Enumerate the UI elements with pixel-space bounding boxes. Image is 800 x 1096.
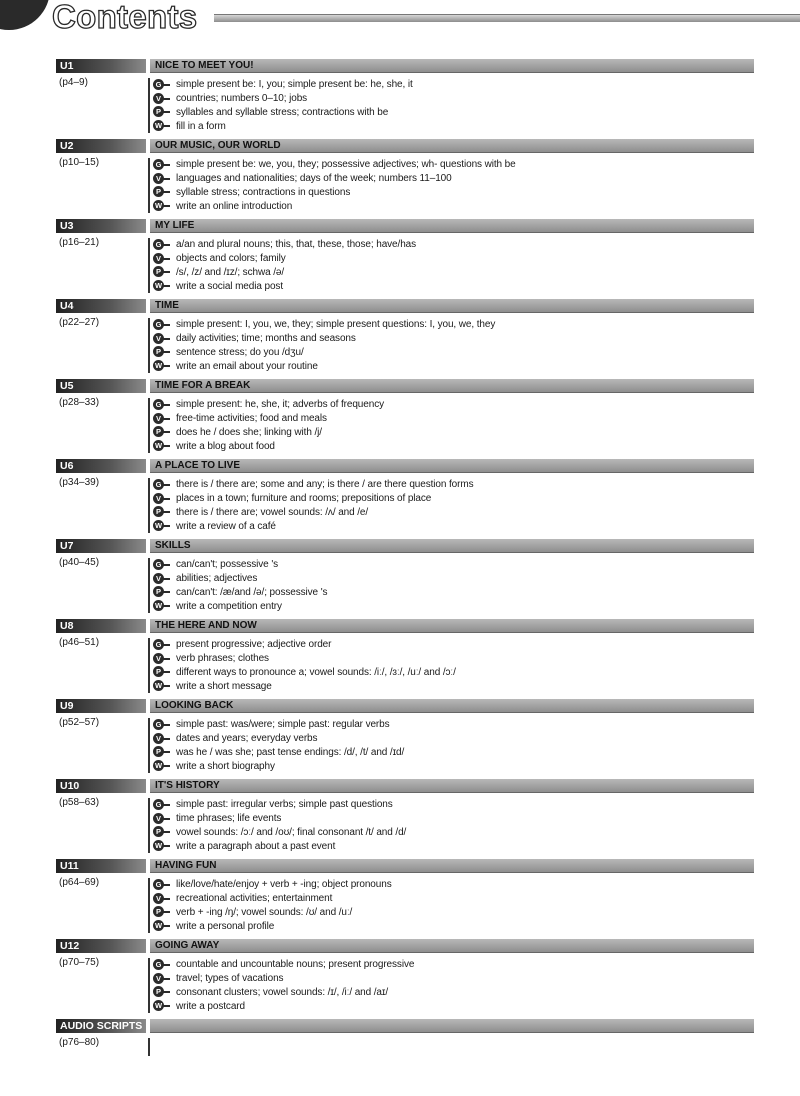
syllabus-text: places in a town; furniture and rooms; prepositions of place [176,493,432,505]
syllabus-text: consonant clusters; vowel sounds: /ɪ/, /iː/ and /aɪ/ [176,986,389,998]
unit-label: AUDIO SCRIPTS [56,1019,146,1033]
unit-label: U5 [56,379,146,393]
syllabus-text: write a competition entry [176,600,282,612]
unit-label: U4 [56,299,146,313]
unit-divider [148,318,150,373]
syllabus-text: there is / there are; vowel sounds: /ʌ/ and /e/ [176,506,369,518]
syllabus-line [153,398,754,412]
unit-divider [148,878,150,933]
unit-block [56,299,754,379]
syllabus-line [153,158,754,172]
grammar-icon: G [153,79,171,91]
syllabus-line [153,412,754,426]
syllabus-line [153,186,754,200]
syllabus-text: syllable stress; contractions in questions [176,186,351,198]
unit-title: LOOKING BACK [150,699,754,713]
unit-block [56,219,754,299]
syllabus-text: verb phrases; clothes [176,653,269,665]
syllabus-line [153,119,754,133]
syllabus-text: write a postcard [176,1000,245,1012]
unit-divider [148,158,150,213]
syllabus-line [153,679,754,693]
syllabus-text: languages and nationalities; days of the week; numbers 11–100 [176,173,452,185]
writing-icon: W [153,520,171,532]
syllabus-text: write a paragraph about a past event [176,840,336,852]
unit-block [56,459,754,539]
unit-header [56,1019,754,1033]
syllabus-text: dates and years; everyday verbs [176,733,318,745]
writing-icon: W [153,920,171,932]
grammar-icon: G [153,719,171,731]
syllabus-line [153,638,754,652]
unit-pages: (p52–57) [59,717,100,728]
syllabus-text: a/an and plural nouns; this, that, these, those; have/has [176,239,417,251]
vocabulary-icon: V [153,733,171,745]
unit-block [56,699,754,779]
syllabus-line [153,266,754,280]
syllabus-text: simple present be: we, you, they; possessive adjectives; wh- questions with be [176,159,516,171]
syllabus-line [153,426,754,440]
syllabus-text: write a review of a café [176,520,276,532]
unit-header [56,299,754,313]
syllabus-line [153,572,754,586]
syllabus-line [153,972,754,986]
syllabus-text: daily activities; time; months and seasons [176,333,356,345]
contents-table [56,59,754,1059]
syllabus-text: like/love/hate/enjoy + verb + -ing; object pronouns [176,879,392,891]
syllabus-line [153,958,754,972]
unit-title: IT'S HISTORY [150,779,754,793]
syllabus-line [153,558,754,572]
unit-block [56,139,754,219]
syllabus-line [153,732,754,746]
unit-divider [148,398,150,453]
syllabus-text: different ways to pronounce a; vowel sounds: /iː/, /ɜː/, /uː/ and /ɔː/ [176,666,456,678]
grammar-icon: G [153,879,171,891]
unit-title: SKILLS [150,539,754,553]
syllabus-text: present progressive; adjective order [176,639,332,651]
unit-header [56,539,754,553]
pronunciation-icon: P [153,186,171,198]
unit-label: U6 [56,459,146,473]
syllabus-line [153,892,754,906]
syllabus-text: recreational activities; entertainment [176,893,333,905]
unit-label: U2 [56,139,146,153]
unit-block [56,779,754,859]
syllabus-line [153,759,754,773]
writing-icon: W [153,680,171,692]
syllabus-line [153,332,754,346]
syllabus-text: simple past: irregular verbs; simple past questions [176,799,393,811]
grammar-icon: G [153,399,171,411]
writing-icon: W [153,360,171,372]
syllabus-line [153,106,754,120]
unit-pages: (p40–45) [59,557,100,568]
unit-pages: (p22–27) [59,317,100,328]
writing-icon: W [153,600,171,612]
unit-title: A PLACE TO LIVE [150,459,754,473]
vocabulary-icon: V [153,333,171,345]
syllabus-text: can/can't; possessive 's [176,559,279,571]
writing-icon: W [153,120,171,132]
syllabus-text: write a social media post [176,280,283,292]
syllabus-line [153,839,754,853]
syllabus-line [153,878,754,892]
syllabus-line [153,999,754,1013]
unit-label: U11 [56,859,146,873]
syllabus-text: write an online introduction [176,200,293,212]
syllabus-text: write a short biography [176,760,275,772]
unit-block [56,379,754,459]
pronunciation-icon: P [153,986,171,998]
pronunciation-icon: P [153,506,171,518]
vocabulary-icon: V [153,813,171,825]
unit-pages: (p70–75) [59,957,100,968]
syllabus-text: was he / was she; past tense endings: /d/, /t/ and /ɪd/ [176,746,405,758]
syllabus-text: write a short message [176,680,272,692]
vocabulary-icon: V [153,253,171,265]
syllabus-text: there is / there are; some and any; is there / are there question forms [176,479,474,491]
unit-title: GOING AWAY [150,939,754,953]
unit-block [56,539,754,619]
unit-title: TIME FOR A BREAK [150,379,754,393]
vocabulary-icon: V [153,893,171,905]
unit-block [56,859,754,939]
writing-icon: W [153,760,171,772]
unit-header [56,59,754,73]
pronunciation-icon: P [153,426,171,438]
unit-label: U12 [56,939,146,953]
syllabus-text: countable and uncountable nouns; present progressive [176,959,415,971]
unit-header [56,139,754,153]
unit-title: MY LIFE [150,219,754,233]
title-rule [214,14,800,22]
syllabus-text: sentence stress; do you /dʒu/ [176,346,304,358]
syllabus-line [153,359,754,373]
syllabus-text: simple present: I, you, we, they; simple present questions: I, you, we, they [176,319,496,331]
pronunciation-icon: P [153,346,171,358]
pronunciation-icon: P [153,586,171,598]
unit-label: U10 [56,779,146,793]
writing-icon: W [153,840,171,852]
syllabus-line [153,279,754,293]
unit-label: U1 [56,59,146,73]
syllabus-line [153,519,754,533]
syllabus-line [153,199,754,213]
syllabus-line [153,666,754,680]
syllabus-text: simple past: was/were; simple past: regular verbs [176,719,390,731]
unit-title: THE HERE AND NOW [150,619,754,633]
syllabus-text: travel; types of vacations [176,973,284,985]
syllabus-line [153,586,754,600]
syllabus-text: /s/, /z/ and /ɪz/; schwa /ə/ [176,266,285,278]
unit-title: OUR MUSIC, OUR WORLD [150,139,754,153]
unit-label: U9 [56,699,146,713]
unit-pages: (p58–63) [59,797,100,808]
pronunciation-icon: P [153,266,171,278]
corner-decoration [0,0,50,30]
vocabulary-icon: V [153,973,171,985]
syllabus-text: syllables and syllable stress; contractions with be [176,106,389,118]
unit-label: U3 [56,219,146,233]
unit-label: U7 [56,539,146,553]
unit-pages: (p16–21) [59,237,100,248]
unit-pages: (p4–9) [59,77,88,88]
unit-pages: (p46–51) [59,637,100,648]
page-title: Contents [52,0,198,35]
unit-block [56,939,754,1019]
syllabus-line [153,906,754,920]
syllabus-line [153,798,754,812]
syllabus-line [153,492,754,506]
syllabus-text: simple present: he, she, it; adverbs of frequency [176,399,384,411]
unit-divider [148,958,150,1013]
unit-divider [148,478,150,533]
unit-pages: (p76–80) [59,1037,100,1048]
syllabus-line [153,919,754,933]
syllabus-line [153,439,754,453]
grammar-icon: G [153,239,171,251]
pronunciation-icon: P [153,106,171,118]
syllabus-text: vowel sounds: /ɔː/ and /oʊ/; final consonant /t/ and /d/ [176,826,407,838]
unit-divider [148,798,150,853]
unit-pages: (p28–33) [59,397,100,408]
syllabus-text: fill in a form [176,120,226,132]
pronunciation-icon: P [153,906,171,918]
unit-divider [148,638,150,693]
syllabus-text: countries; numbers 0–10; jobs [176,93,308,105]
syllabus-text: time phrases; life events [176,813,282,825]
unit-header [56,859,754,873]
unit-title: HAVING FUN [150,859,754,873]
writing-icon: W [153,200,171,212]
grammar-icon: G [153,799,171,811]
unit-header [56,219,754,233]
unit-header [56,699,754,713]
syllabus-text: does he / does she; linking with /j/ [176,426,322,438]
syllabus-line [153,652,754,666]
grammar-icon: G [153,559,171,571]
syllabus-line [153,318,754,332]
unit-label: U8 [56,619,146,633]
unit-block [56,1019,754,1059]
vocabulary-icon: V [153,413,171,425]
syllabus-line [153,346,754,360]
syllabus-line [153,746,754,760]
syllabus-text: abilities; adjectives [176,573,258,585]
syllabus-text: verb + -ing /ŋ/; vowel sounds: /ʊ/ and /uː/ [176,906,353,918]
unit-title: NICE TO MEET YOU! [150,59,754,73]
unit-divider [148,558,150,613]
unit-header [56,779,754,793]
pronunciation-icon: P [153,746,171,758]
syllabus-text: write a blog about food [176,440,275,452]
unit-pages: (p64–69) [59,877,100,888]
unit-pages: (p10–15) [59,157,100,168]
unit-header [56,379,754,393]
syllabus-line [153,986,754,1000]
pronunciation-icon: P [153,826,171,838]
syllabus-line [153,172,754,186]
unit-title [150,1019,754,1033]
unit-divider [148,238,150,293]
writing-icon: W [153,440,171,452]
unit-header [56,619,754,633]
vocabulary-icon: V [153,93,171,105]
grammar-icon: G [153,959,171,971]
unit-divider [148,1038,150,1056]
syllabus-text: write an email about your routine [176,360,318,372]
unit-divider [148,718,150,773]
syllabus-line [153,826,754,840]
unit-header [56,459,754,473]
vocabulary-icon: V [153,173,171,185]
writing-icon: W [153,280,171,292]
syllabus-line [153,718,754,732]
unit-block [56,619,754,699]
grammar-icon: G [153,159,171,171]
syllabus-line [153,599,754,613]
unit-header [56,939,754,953]
syllabus-text: simple present be: I, you; simple present be: he, she, it [176,79,413,91]
syllabus-line [153,506,754,520]
grammar-icon: G [153,479,171,491]
unit-divider [148,78,150,133]
syllabus-text: free-time activities; food and meals [176,413,327,425]
unit-block [56,59,754,139]
vocabulary-icon: V [153,573,171,585]
syllabus-text: can/can't: /æ/and /ə/; possessive 's [176,586,328,598]
grammar-icon: G [153,639,171,651]
vocabulary-icon: V [153,653,171,665]
unit-pages: (p34–39) [59,477,100,488]
syllabus-line [153,238,754,252]
pronunciation-icon: P [153,666,171,678]
syllabus-line [153,78,754,92]
syllabus-line [153,812,754,826]
grammar-icon: G [153,319,171,331]
syllabus-line [153,478,754,492]
syllabus-text: objects and colors; family [176,253,286,265]
syllabus-text: write a personal profile [176,920,275,932]
syllabus-line [153,252,754,266]
unit-title: TIME [150,299,754,313]
writing-icon: W [153,1000,171,1012]
syllabus-line [153,92,754,106]
vocabulary-icon: V [153,493,171,505]
